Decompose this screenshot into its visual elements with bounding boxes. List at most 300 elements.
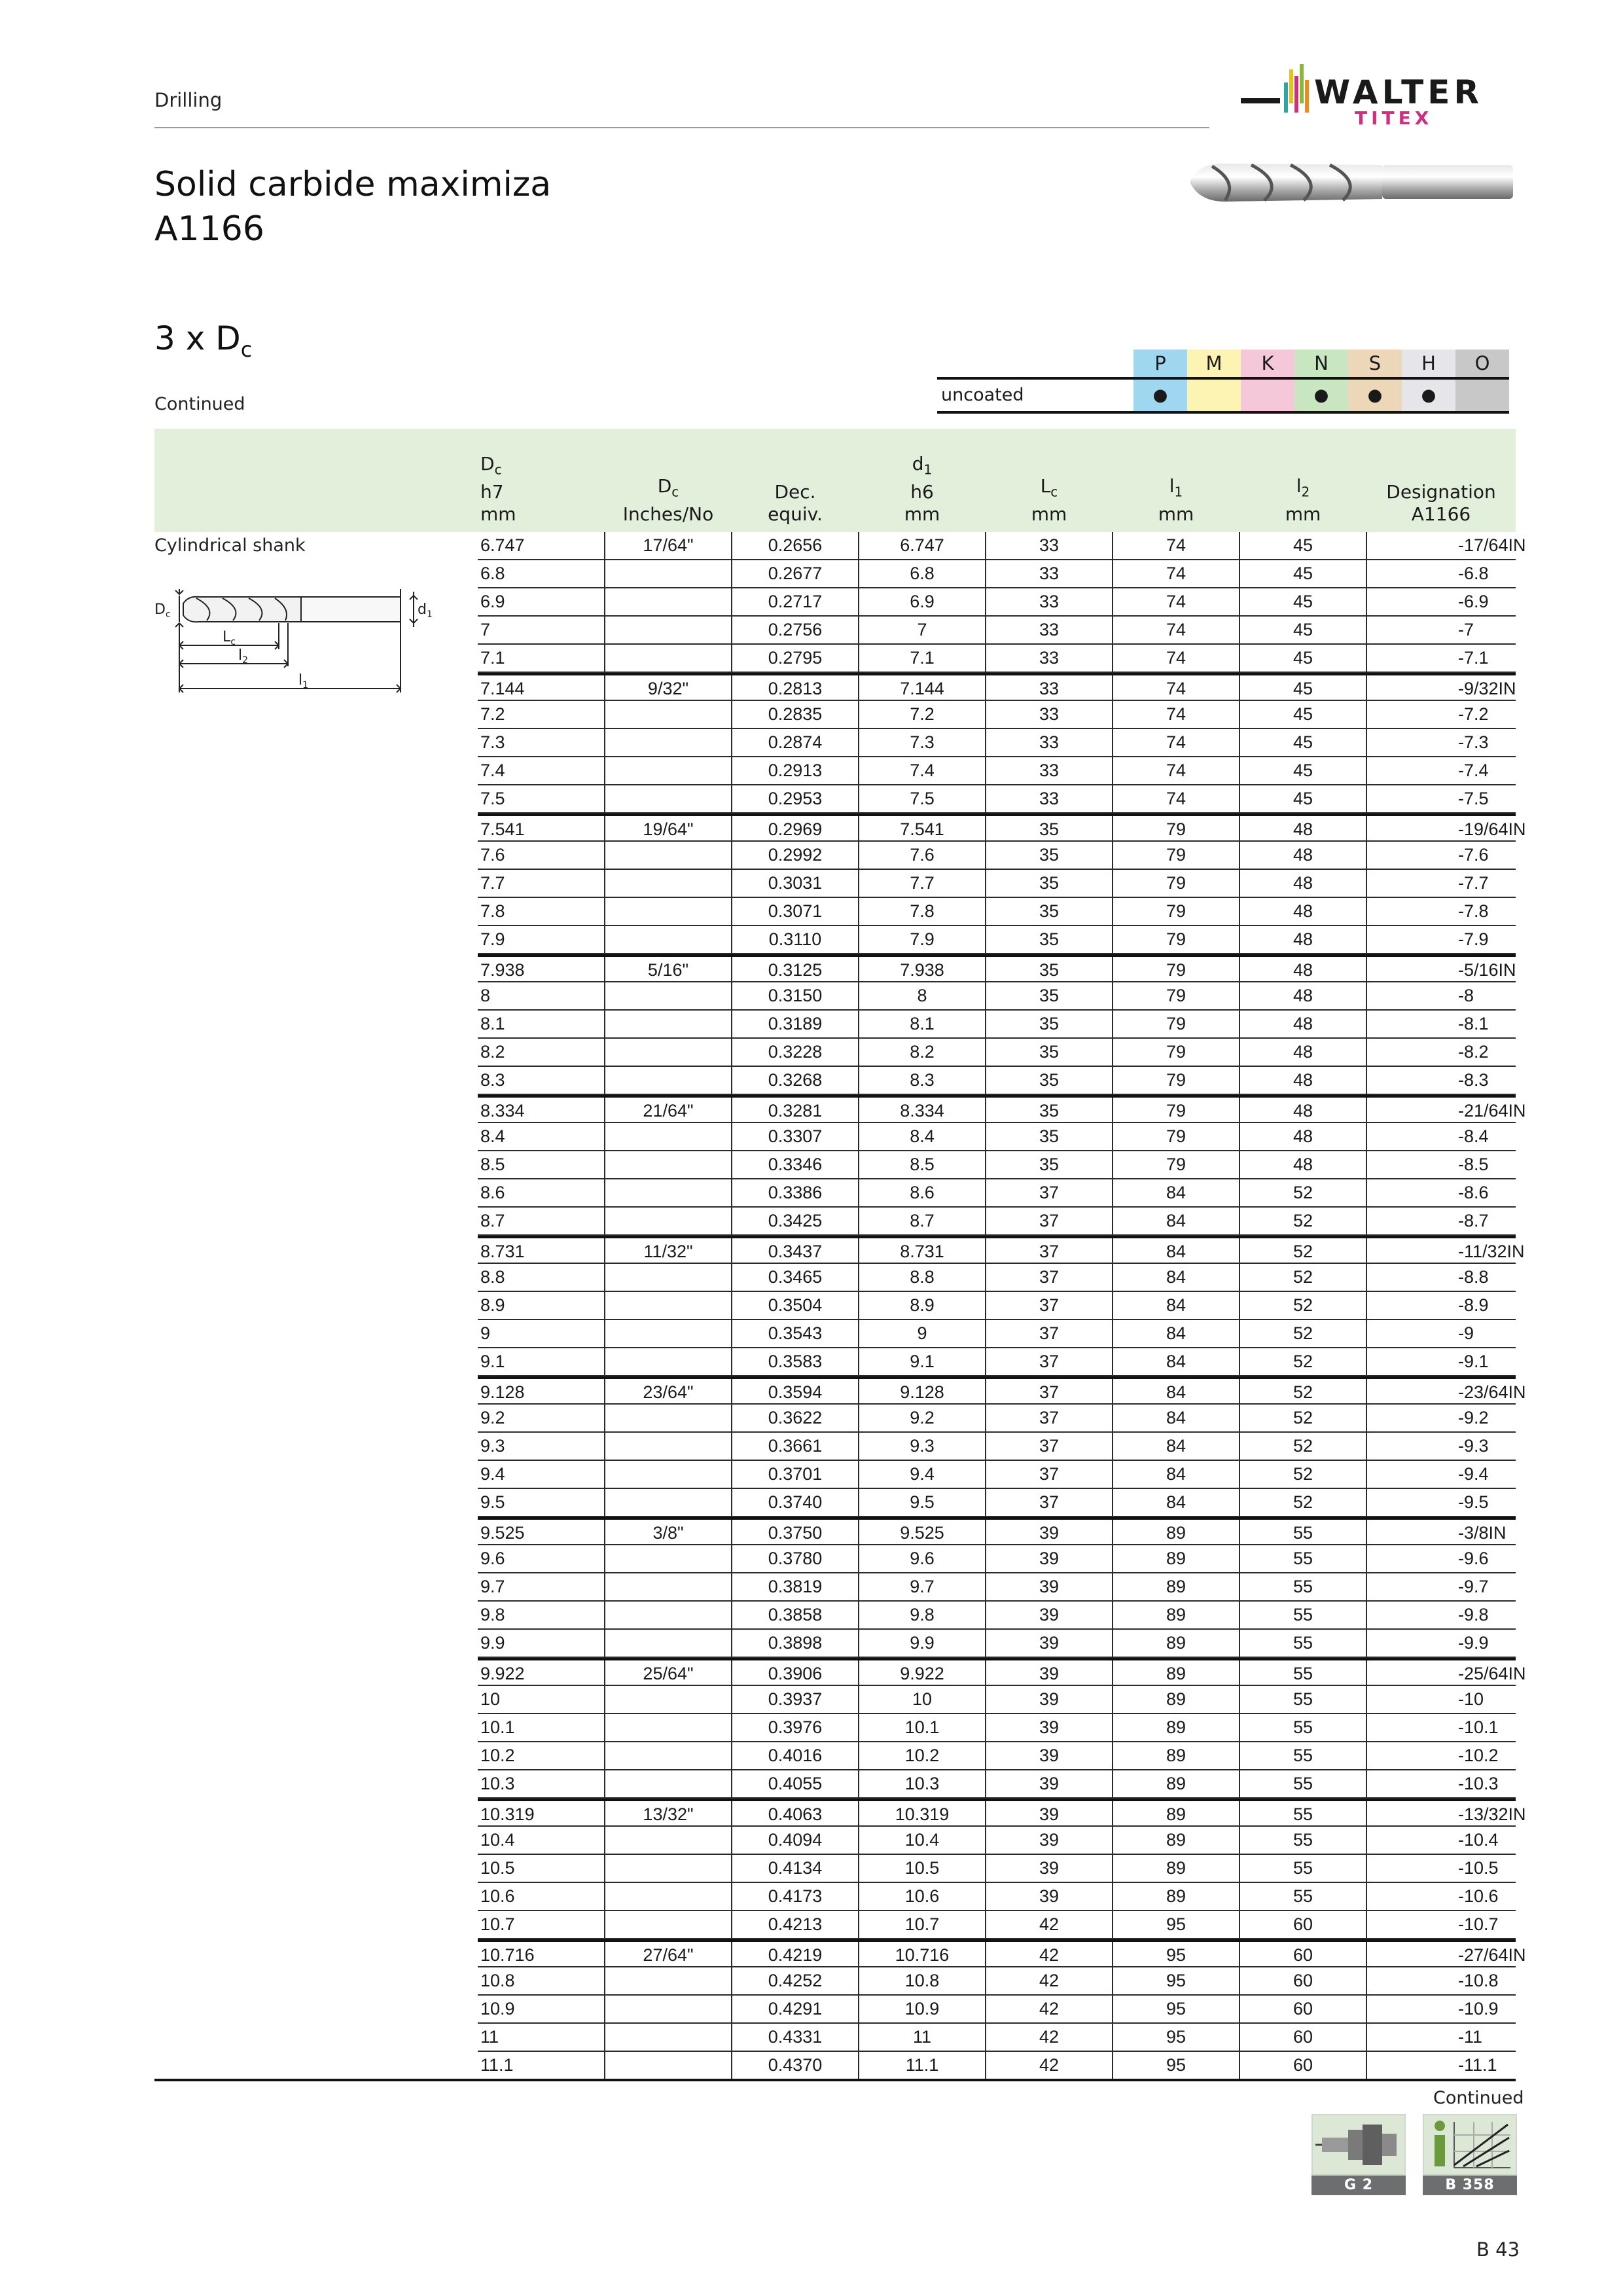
table-bottom-rule [154,2079,1516,2081]
table-cell: 7.9 [480,929,505,949]
table-cell: 39 [1039,1549,1060,1568]
table-cell: -10.3 [1458,1774,1499,1793]
table-cell: 0.2795 [768,648,823,668]
table-cell: 9.6 [910,1549,935,1568]
column-divider [1366,1602,1367,1628]
table-cell: 39 [1039,1577,1060,1596]
table-cell: 0.2813 [768,679,823,698]
column-divider [731,842,732,869]
column-divider [604,1379,605,1406]
column-divider [1112,1179,1113,1206]
table-cell: -10.8 [1458,1971,1499,1990]
table-row [478,1067,1516,1095]
table-cell: 89 [1166,1523,1186,1543]
table-cell: 60 [1293,1914,1313,1934]
column-divider [731,1942,732,1969]
table-cell: 79 [1166,1070,1186,1090]
table-cell: 84 [1166,1183,1186,1202]
column-divider [604,785,605,812]
table-cell: 9.1 [480,1352,505,1371]
table-cell [605,1573,732,1600]
column-divider [1239,957,1240,984]
table-cell: 8.731 [480,1242,525,1261]
table-cell: 7.3 [910,732,935,752]
column-divider [1239,1827,1240,1854]
toolholder-icon-label: G 2 [1311,2176,1406,2195]
table-cell: 37 [1039,1295,1060,1315]
column-divider [731,532,732,559]
table-cell: 89 [1166,1804,1186,1824]
column-divider [731,926,732,953]
table-cell: 95 [1166,1914,1186,1934]
column-divider [604,898,605,925]
table-cell [605,645,732,672]
table-cell: 74 [1166,789,1186,808]
table-cell: 0.3858 [768,1605,823,1624]
info-chart-icon[interactable] [1423,2114,1517,2197]
table-cell: 9.525 [480,1523,525,1543]
column-divider [985,1489,986,1516]
column-divider [604,1011,605,1037]
column-divider [985,1123,986,1150]
table-cell: 55 [1293,1605,1313,1624]
table-cell: -19/64IN [1458,819,1526,839]
table-row [478,1883,1516,1911]
table-cell: 52 [1293,1408,1313,1427]
column-divider [1239,729,1240,756]
table-cell: -21/64IN [1458,1101,1526,1121]
table-cell: 7.1 [480,648,505,668]
column-divider [858,701,859,728]
table-row [478,1939,1526,1967]
column-divider [1239,560,1240,587]
table-cell: 8.334 [480,1101,525,1121]
column-divider [1112,1967,1113,1994]
column-divider [858,1098,859,1124]
column-divider [1239,1098,1240,1124]
column-divider [1239,1801,1240,1828]
column-divider [731,1545,732,1572]
table-cell: 11.1 [905,2055,939,2075]
logo-brand-main: WALTER [1314,73,1483,111]
table-cell: -9.2 [1458,1408,1489,1427]
table-cell: 9/32" [647,679,689,698]
column-divider [1239,588,1240,615]
table-row [478,1573,1516,1602]
table-cell: 79 [1166,1042,1186,1062]
table-cell: 79 [1166,1101,1186,1121]
table-cell [605,1545,732,1572]
table-cell: 0.2656 [768,535,823,555]
column-divider [858,2024,859,2051]
table-row [478,1376,1526,1405]
table-cell: 42 [1039,1971,1060,1990]
column-divider [985,1098,986,1124]
column-divider [1112,1292,1113,1319]
column-divider [985,982,986,1009]
table-cell: 10.6 [904,1886,940,1906]
table-cell: -6.8 [1458,564,1489,583]
table-cell: 8.1 [910,1014,935,1033]
table-cell: 84 [1166,1492,1186,1512]
table-row [478,814,1526,842]
table-cell: 55 [1293,1858,1313,1878]
table-cell: 6.8 [480,564,505,583]
column-divider [1239,1855,1240,1882]
column-divider [731,1348,732,1375]
column-divider [1366,1208,1367,1234]
product-title [154,162,551,251]
column-divider [1239,1011,1240,1037]
column-divider [604,2024,605,2051]
column-divider [985,1630,986,1657]
column-divider [604,588,605,615]
column-divider [731,1461,732,1488]
column-divider [985,2052,986,2079]
column-divider [1366,701,1367,728]
table-cell: 10.2 [480,1746,515,1765]
table-cell: 37 [1039,1267,1060,1287]
table-cell: 74 [1166,564,1186,583]
table-cell: 89 [1166,1577,1186,1596]
column-divider [985,1461,986,1488]
table-cell: 19/64" [643,819,694,839]
column-divider [604,1855,605,1882]
table-cell: 55 [1293,1804,1313,1824]
drawing-l1-label: l [298,672,303,689]
column-divider [1239,1911,1240,1938]
table-cell [605,1292,732,1319]
column-divider [858,898,859,925]
column-divider [731,1520,732,1547]
title-line-2: A1166 [154,209,264,249]
column-divider [1112,1573,1113,1600]
table-row [478,1292,1516,1320]
table-cell: 55 [1293,1830,1313,1850]
table-cell: 74 [1166,535,1186,555]
table-cell: 45 [1293,732,1313,752]
table-cell: 35 [1039,986,1060,1005]
column-divider [1239,617,1240,643]
column-divider [985,560,986,587]
table-cell: 7.2 [910,704,935,724]
table-cell: 55 [1293,1633,1313,1653]
column-divider [604,1520,605,1547]
table-cell: 7.938 [900,960,944,980]
table-cell: 52 [1293,1323,1313,1343]
column-divider [858,842,859,869]
column-divider [858,1067,859,1094]
table-cell: 89 [1166,1689,1186,1709]
table-cell [605,1827,732,1854]
column-divider [1112,870,1113,897]
table-cell: 3/8" [652,1523,684,1543]
table-cell [605,1686,732,1713]
table-cell: 35 [1039,1042,1060,1062]
column-divider [1366,617,1367,643]
column-divider [1366,1292,1367,1319]
column-divider [858,1520,859,1547]
column-divider [604,926,605,953]
column-header-4: $L_c$ mm [1031,475,1067,525]
column-divider [858,1630,859,1657]
table-cell: 55 [1293,1664,1313,1683]
continued-label-top: Continued [154,394,245,414]
toolholder-icon[interactable] [1311,2114,1406,2197]
material-header-spacer [937,350,1133,377]
column-divider [731,1067,732,1094]
column-divider [731,1489,732,1516]
table-cell: 8.8 [910,1267,935,1287]
column-divider [985,1067,986,1094]
column-divider [1112,1520,1113,1547]
column-divider [1366,1942,1367,1969]
column-divider [1366,1855,1367,1882]
table-cell: 35 [1039,1070,1060,1090]
table-cell: 10.3 [480,1774,515,1793]
column-divider [731,2024,732,2051]
column-divider [1112,1911,1113,1938]
table-cell: 35 [1039,929,1060,949]
table-cell: 21/64" [643,1101,694,1121]
table-cell: 0.3465 [768,1267,823,1287]
column-divider [985,617,986,643]
table-cell [605,1996,732,2022]
table-cell: 9.128 [900,1382,944,1402]
column-divider [985,1827,986,1854]
table-cell [605,560,732,587]
table-cell: 11 [912,2027,932,2047]
table-row [478,1320,1516,1348]
table-cell: 8.2 [910,1042,935,1062]
ratio-subtitle [154,319,252,362]
column-divider [1366,870,1367,897]
table-cell: 8.6 [910,1183,935,1202]
table-cell: 9.2 [910,1408,935,1427]
column-divider [1112,560,1113,587]
table-cell [605,1405,732,1431]
table-cell: 74 [1166,704,1186,724]
table-cell: -17/64IN [1458,535,1526,555]
column-header-0: $D_c$ h7 mm [480,453,516,525]
column-divider [1112,1433,1113,1460]
column-divider [1366,1630,1367,1657]
table-cell: 84 [1166,1408,1186,1427]
table-cell: 0.3661 [768,1436,823,1456]
table-cell: -23/64IN [1458,1382,1526,1402]
table-cell: 33 [1039,648,1060,668]
drawing-dc-label: D [154,601,166,618]
table-cell: 0.3281 [768,1101,823,1121]
column-divider [1239,1348,1240,1375]
table-cell: 45 [1293,704,1313,724]
table-cell [605,1770,732,1797]
table-cell: 79 [1166,873,1186,893]
column-divider [1112,1011,1113,1037]
table-cell: -8.8 [1458,1267,1489,1287]
column-divider [985,1545,986,1572]
column-divider [731,1264,732,1291]
table-cell: 35 [1039,845,1060,865]
table-cell: 0.3437 [768,1242,823,1261]
column-divider [604,1067,605,1094]
info-chart-icon-art [1423,2114,1517,2176]
table-cell: 7.6 [910,845,935,865]
table-cell: 39 [1039,1886,1060,1906]
table-cell: 89 [1166,1746,1186,1765]
table-cell [605,1011,732,1037]
table-cell: 79 [1166,819,1186,839]
table-cell: 8.3 [910,1070,935,1090]
column-divider [1112,701,1113,728]
table-cell: 0.3906 [768,1664,823,1683]
table-cell: 60 [1293,1999,1313,2018]
table-cell: 9.9 [480,1633,505,1653]
column-divider [1366,645,1367,672]
column-divider [1366,1320,1367,1347]
table-cell: 10 [480,1689,501,1709]
table-cell: 45 [1293,648,1313,668]
table-cell: 55 [1293,1523,1313,1543]
column-divider [1366,1098,1367,1124]
table-cell: 52 [1293,1183,1313,1202]
table-cell [605,2052,732,2079]
logo-brand-sub: TITEX [1355,107,1433,129]
table-row [478,1742,1516,1770]
table-cell: 8 [480,986,491,1005]
table-cell: 52 [1293,1436,1313,1456]
table-cell: 0.2969 [768,819,823,839]
column-divider [731,1630,732,1657]
column-divider [1239,1942,1240,1969]
column-divider [604,1996,605,2022]
column-divider [1366,1011,1367,1037]
material-suitability-p [1133,380,1187,411]
column-divider [858,1883,859,1910]
column-divider [731,729,732,756]
table-cell: -11.1 [1458,2055,1497,2075]
column-divider [1366,1967,1367,1994]
column-divider [604,1630,605,1657]
column-divider [604,1801,605,1828]
table-cell [605,617,732,643]
column-divider [1239,1123,1240,1150]
column-header-7: Designation A1166 [1386,481,1496,525]
table-cell: -7.4 [1458,761,1489,780]
table-cell: 42 [1039,2055,1060,2075]
column-divider [731,1573,732,1600]
column-divider [1366,1801,1367,1828]
table-cell: 10.5 [904,1858,940,1878]
column-divider [985,957,986,984]
table-cell: -9/32IN [1458,679,1516,698]
column-divider [1112,1379,1113,1406]
column-divider [1239,1461,1240,1488]
table-cell: 74 [1166,732,1186,752]
table-cell: -6.9 [1458,592,1489,611]
table-cell: 7.7 [910,873,935,893]
column-divider [985,1855,986,1882]
table-cell: 33 [1039,704,1060,724]
table-cell: 10.716 [895,1945,950,1965]
table-cell: 89 [1166,1774,1186,1793]
table-cell: 10.716 [480,1945,535,1965]
column-divider [1239,1520,1240,1547]
table-cell: 48 [1293,1126,1313,1146]
table-cell: 55 [1293,1577,1313,1596]
column-divider [1112,1545,1113,1572]
column-divider [1239,1151,1240,1178]
column-divider [1366,1520,1367,1547]
column-divider [1239,982,1240,1009]
table-row [478,1011,1516,1039]
column-divider [985,1770,986,1797]
table-cell: 10.9 [480,1999,515,2018]
column-divider [985,1208,986,1234]
column-divider [604,1602,605,1628]
table-cell [605,1883,732,1910]
column-divider [985,1379,986,1406]
table-cell: 0.4370 [768,2055,823,2075]
table-cell [605,1348,732,1375]
column-divider [1112,1686,1113,1713]
table-row [478,1686,1516,1714]
column-divider [858,1433,859,1460]
table-cell: 6.9 [910,592,935,611]
table-cell: 10.6 [480,1886,515,1906]
column-divider [985,588,986,615]
column-divider [1366,2052,1367,2079]
table-cell: 9.5 [480,1492,505,1512]
table-cell: 45 [1293,620,1313,639]
table-cell: 10.4 [480,1830,515,1850]
column-divider [858,1238,859,1265]
table-cell: 37 [1039,1436,1060,1456]
column-divider [604,1714,605,1741]
column-divider [1366,1573,1367,1600]
column-divider [604,1179,605,1206]
table-cell: 55 [1293,1746,1313,1765]
column-divider [1112,729,1113,756]
table-cell: 33 [1039,564,1060,583]
column-divider [1366,1039,1367,1066]
table-cell: 9.4 [910,1464,935,1484]
table-cell: 9.922 [480,1664,525,1683]
table-cell: 11 [480,2027,499,2047]
table-cell: 0.3819 [768,1577,823,1596]
table-cell: 0.3150 [768,986,823,1005]
table-cell: 10.4 [904,1830,940,1850]
table-row [478,1658,1526,1686]
table-cell: 45 [1293,679,1313,698]
table-cell: 48 [1293,845,1313,865]
table-cell: 52 [1293,1242,1313,1261]
column-divider [985,1573,986,1600]
column-divider [858,2052,859,2079]
column-divider [858,1208,859,1234]
column-divider [731,1602,732,1628]
column-divider [1112,898,1113,925]
table-cell: 0.3898 [768,1633,823,1653]
table-cell: 45 [1293,535,1313,555]
table-cell: 45 [1293,592,1313,611]
table-cell [605,1911,732,1938]
svg-text:d1: $d_1$ [418,601,433,620]
table-row [478,785,1516,814]
table-cell: 0.3701 [768,1464,823,1484]
table-cell: 8 [917,986,927,1005]
column-divider [731,1770,732,1797]
